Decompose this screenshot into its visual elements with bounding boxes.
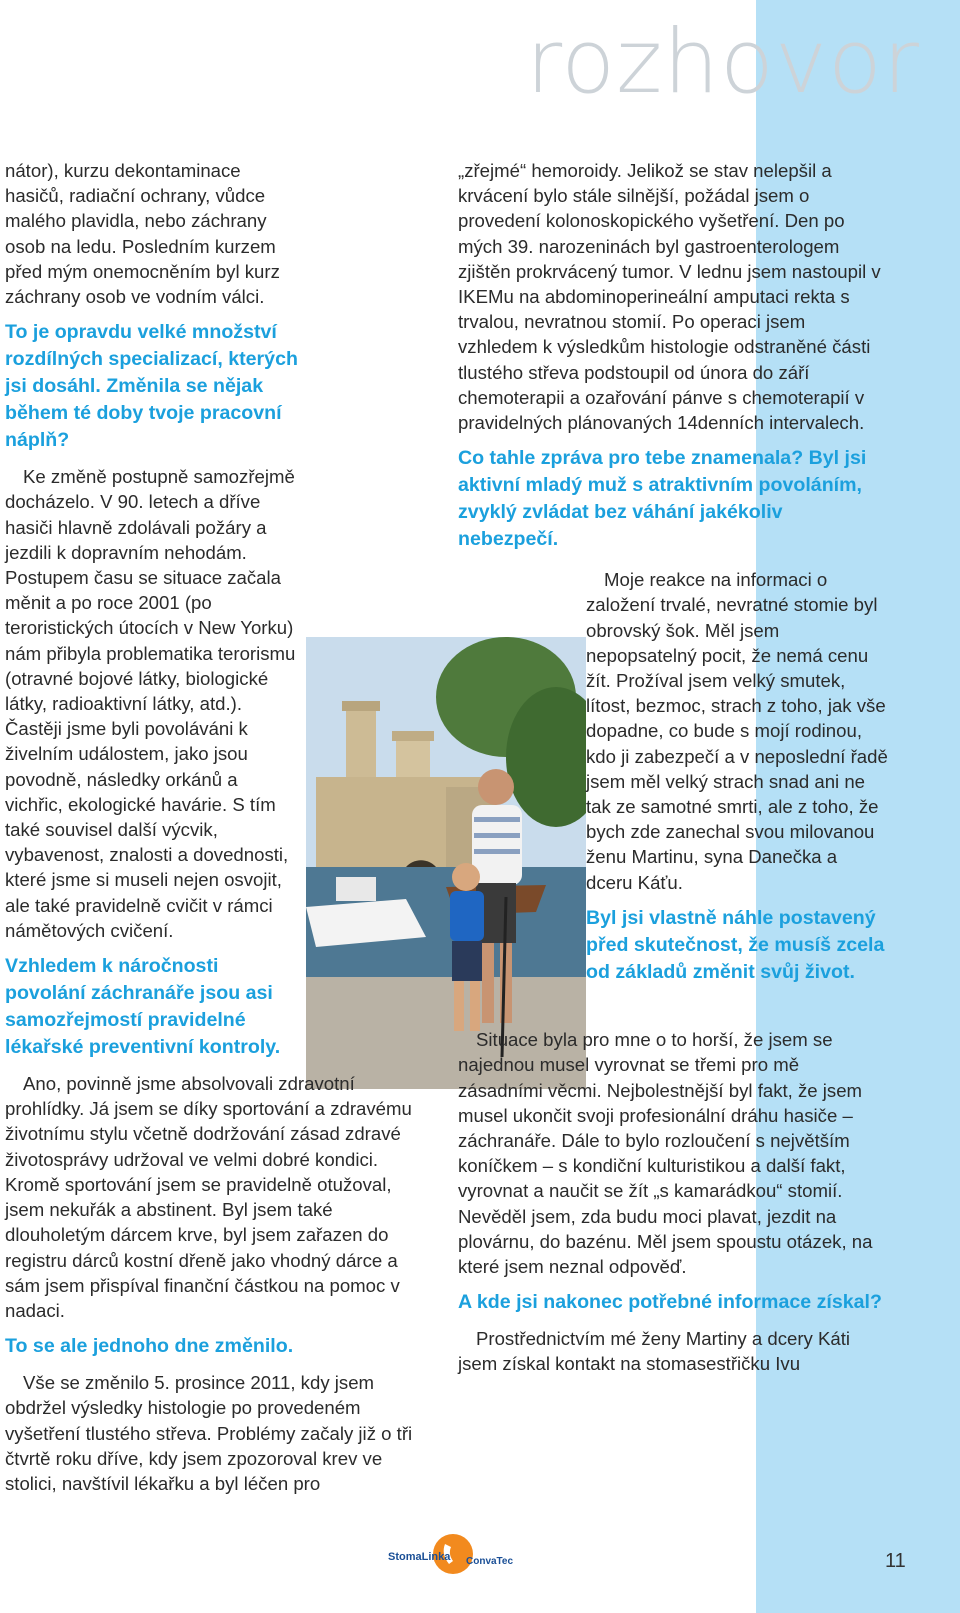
paragraph: Vše se změnilo 5. prosince 2011, kdy jsem obdržel výsledky histologie po provedeném vyšetření tlustého střeva. Problémy začaly již o tři čtvrtě roku dříve, kdy jsem zpozoroval krev ve stolici, navštívil lékařku a byl léčen pro: [5, 1372, 413, 1494]
stomalinka-logo: [388, 1530, 518, 1580]
paragraph: Ke změně postupně samozřejmě docházelo. V 90. letech a dříve hasiči hlavně zdolávali požáry a jezdili k dopravním nehodám. Postupem času se situace začala měnit a po roce 2001 (po teroristických útocích v New Yorku) nám přibyla problematika terorismu (otravné bojové látky, biologické látky, radioaktivní látky, atd.).: [5, 466, 296, 715]
page-number: 11: [885, 1550, 906, 1572]
svg-text:ConvaTec: ConvaTec: [466, 1556, 514, 1567]
photo-wrap-spacer: [300, 636, 435, 1051]
question-heading: Byl jsi vlastně náhle postavený před skutečnost, že musíš zcela od základů změnit svůj život.: [586, 906, 885, 983]
paragraph: Prostřednictvím mé ženy Martiny a dcery Káti jsem získal kontakt na stomasestřičku Ivu: [458, 1328, 851, 1375]
paragraph: nátor), kurzu dekontaminace hasičů, radiační ochrany, vůdce malého plavidla, nebo záchrany osob na ledu. Posledním kurzem před mým onemocněním byl kurz záchrany osob ve vodním válci.: [5, 160, 280, 308]
svg-text:StomaLinka: StomaLinka: [388, 1551, 451, 1563]
section-heading: rozhovor: [526, 10, 920, 113]
photo-wrap-spacer: [458, 567, 586, 1027]
question-heading: A kde jsi nakonec potřebné informace získal?: [458, 1291, 882, 1314]
paragraph: Moje reakce na informaci o založení trvalé, nevratné stomie byl obrovský šok. Měl jsem nepopsatelný pocit, že nemá cenu žít. Prožíval jsem velký smutek, lítost, bezmoc, strach z toho, jak vše dopadne, co bude s mojí rodinou, kdo ji zabezpečí a v neposlední řadě jsem měl velký strach snad ani ne tak ze samotné smrti, ale z toho, že bych zde zanechal svou milovanou ženu Martinu, syna Danečka a dceru Káťu.: [586, 569, 888, 893]
paragraph: „zřejmé“ hemoroidy. Jelikož se stav nelepšil a krvácení bylo stále silnější, požádal jsem o provedení kolonoskopického vyšetření. Den po mých 39. narozeninách byl gastroenterologem zjištěn prokrvácený tumor. V lednu jsem nastoupil v IKEMu na abdominoperineální amputaci rekta s trvalou, nevratnou stomií. Po operaci jsem vzhledem k výsledkům histologie odstraněné části tlustého střeva podstoupil od února do září chemoterapii a ozařování pánve s chemoterapií v pravidelných plánovaných 14denních intervalech.: [458, 160, 881, 434]
question-heading: Vzhledem k náročnosti povolání záchranáře jsou asi samozřejmostí pravidelné lékařské preventivní kontroly.: [5, 955, 281, 1059]
paragraph: Situace byla pro mne o to horší, že jsem se najednou musel vyrovnat se třemi pro mě zásadními věcmi. Nejbolestnější byl fakt, že jsem musel ukončit svoji profesionální dráhu hasiče – záchranáře. Dále to bylo rozloučení s největším koníčkem – s kondiční kulturistikou a další fakt, vyrovnat a naučit se žít „s kamarádkou“ stomií. Nevěděl jsem, zda budu moci plavat, jezdit na plovárnu, do bazénu. Měl jsem spoustu otázek, na které jsem neznal odpověď.: [458, 1029, 873, 1278]
right-column: [458, 158, 888, 1387]
question-heading: To se ale jednoho dne změnilo.: [5, 1335, 294, 1358]
question-heading: Co tahle zpráva pro tebe znamenala? Byl jsi aktivní mladý muž s atraktivním povoláním, zvyklý zvládat bez váhání jakékoliv nebezpečí.: [458, 447, 867, 551]
paragraph: Ano, povinně jsme absolvovali zdravotní prohlídky. Já jsem se díky sportování a zdravému životnímu stylu včetně dodržování zásad zdravé životosprávy udržoval ve velmi dobré kondici. Kromě sportování jsem se pravidelně otužoval, jsem nekuřák a abstinent. Byl jsem také dlouholetým dárcem krve, byl jsem zařazen do registru dárců kostní dřeně jako vhodný dárce a sám jsem přispíval finanční částkou na pomoc v nadaci.: [5, 1073, 412, 1321]
paragraph: Častěji jsme byli povoláváni k živelním událostem, jako jsou povodně, následky orkánů a vichřic, ekologické havárie. S tím také souvisel další výcvik, vybavenost, znalosti a dovednosti, které jsme si museli nejen osvojit, ale také pravidelně cvičit v rámci námětových cvičení.: [5, 718, 289, 941]
phone-logo-icon: [388, 1530, 518, 1580]
question-heading: To je opravdu velké množství rozdílných specializací, kterých jsi dosáhl. Změnila se nějak během té doby tvoje pracovní náplň?: [5, 321, 298, 452]
left-column: [5, 158, 435, 1506]
